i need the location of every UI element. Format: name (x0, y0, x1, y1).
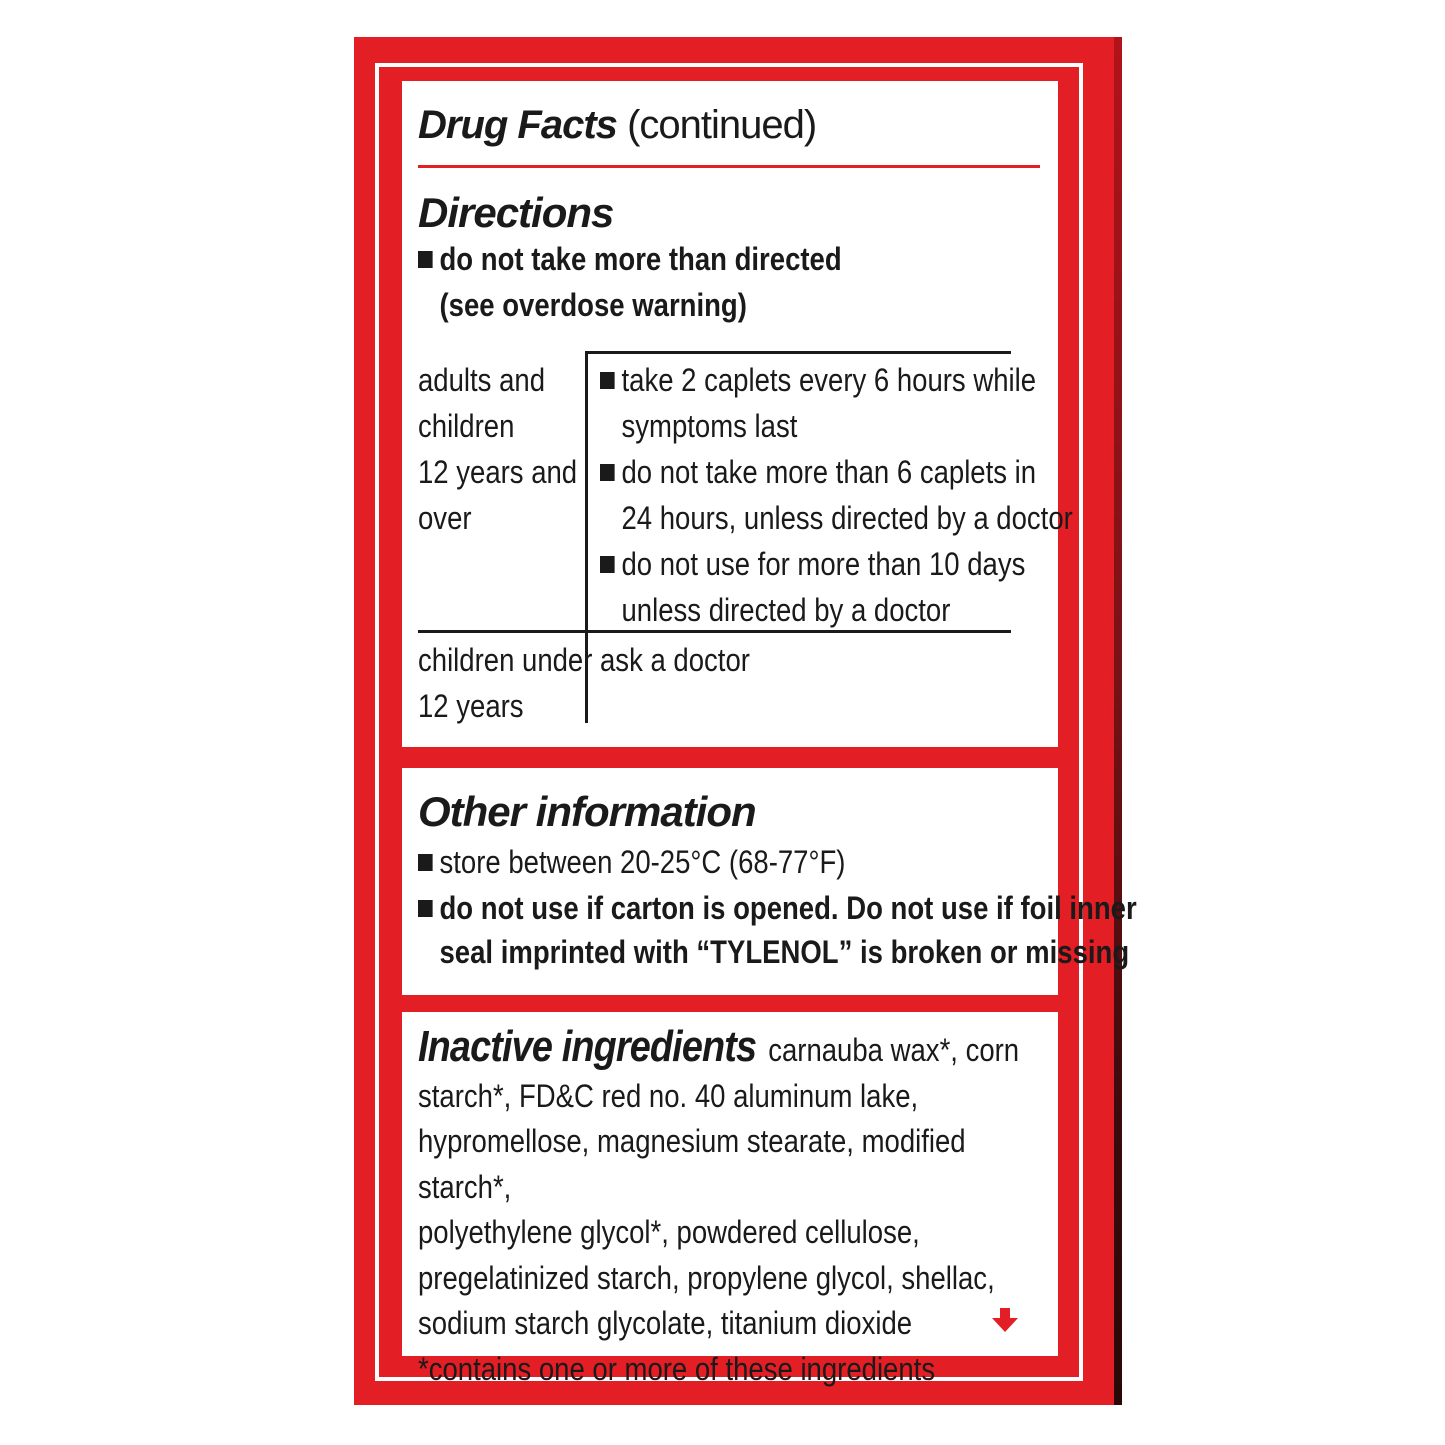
table-top-rule (586, 351, 1011, 354)
seal-warning-item: do not use if carton is opened. Do not use if foil inner (418, 890, 1137, 927)
square-bullet-icon (418, 854, 433, 871)
inactive-ingredients-panel (402, 1012, 1058, 1387)
drug-facts-title (418, 103, 816, 148)
continued-label: (continued) (627, 103, 817, 147)
directions-heading: Directions (418, 189, 614, 236)
square-bullet-icon (600, 372, 615, 389)
title-divider (418, 165, 1040, 168)
instruction-item: do not take more than 6 caplets in (600, 449, 1073, 495)
instruction-item: take 2 caplets every 6 hours while (600, 357, 1073, 403)
inactive-ingredients-text: Inactive ingredients carnauba wax*, corn starch*, FD&C red no. 40 aluminum lake, hypromellose, magnesium stearate, modified starch*, polyethylene glycol*, powdered cellulose, pregelatinized starch, propylene glycol, shellac, sodium starch glycolate, titanium dioxide *contains one or more of these ingredients (418, 1022, 1020, 1387)
arrow-down-icon (992, 1308, 1018, 1332)
drug-facts-label: Drug Facts (418, 103, 617, 147)
storage-item: store between 20-25°C (68-77°F) (418, 844, 845, 881)
other-information-heading: Other information (418, 788, 756, 835)
carton-edge (1114, 37, 1122, 1405)
square-bullet-icon (418, 900, 433, 917)
square-bullet-icon (600, 556, 615, 573)
carton-side-panel (354, 37, 1137, 1405)
age-children-under-12: children under 12 years (418, 642, 593, 724)
directions-notice: do not take more than directed (418, 241, 842, 278)
directions-notice-line2: (see overdose warning) (439, 287, 747, 323)
square-bullet-icon (418, 251, 433, 268)
age-adults: adults and children 12 years and over (418, 362, 578, 536)
inactive-ingredients-heading: Inactive ingredients (418, 1022, 757, 1071)
seal-warning-line2: seal imprinted with “TYLENOL” is broken or missing (439, 934, 1130, 970)
other-information-panel (402, 768, 1137, 995)
adult-instructions: take 2 caplets every 6 hours while symptoms last do not take more than 6 caplets in 24 hours, unless directed by a doctor do not use for more than 10 days unless directed by a doctor (600, 357, 1073, 633)
instruction-item: do not use for more than 10 days (600, 541, 1073, 587)
children-instruction: ask a doctor (600, 642, 750, 678)
square-bullet-icon (600, 464, 615, 481)
directions-panel (402, 81, 1073, 747)
